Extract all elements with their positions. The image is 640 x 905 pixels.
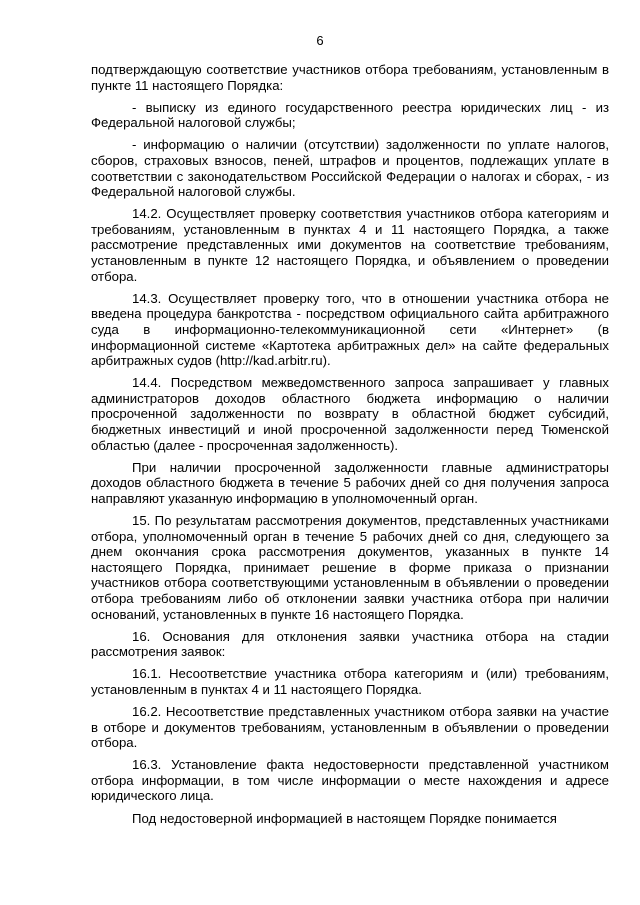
paragraph: 14.2. Осуществляет проверку соответствия участников отбора категориям и требованиям, установленным в пунктах 4 и 11 настоящего Порядка, а также рассмотрение представленных ими документов на соответствие требованиям, установленным в пункте 12 настоящего Порядка, и объявлением о проведении отбора.: [91, 206, 609, 284]
paragraph: 15. По результатам рассмотрения документов, представленных участниками отбора, уполномоченный орган в течение 5 рабочих дней со дня, следующего за днем окончания срока рассмотрения документов, указанных в пункте 14 настоящего Порядка, принимает решение в форме приказа о признании участников отбора соответствующими установленным в объявлении о проведении отбора требованиям либо об отклонении заявки участника отбора при наличии оснований, установленных в пункте 16 настоящего Порядка.: [91, 512, 609, 622]
paragraph: 16. Основания для отклонения заявки участника отбора на стадии рассмотрения заявок:: [91, 628, 609, 660]
paragraph: подтверждающую соответствие участников отбора требованиям, установленным в пункте 11 настоящего Порядка:: [91, 62, 609, 93]
document-body: [91, 62, 609, 826]
paragraph: 14.3. Осуществляет проверку того, что в отношении участника отбора не введена процедура банкротства - посредством официального сайта арбитражного суда в информационно-телекоммуникационной сети «Интернет» (в информационной системе «Картотека арбитражных дел» на сайте федеральных арбитражных судов (http://kad.arbitr.ru).: [91, 290, 609, 369]
paragraph: Под недостоверной информацией в настоящем Порядке понимается: [132, 810, 557, 826]
paragraph: 16.2. Несоответствие представленных участником отбора заявки на участие в отборе и документов требованиям, установленным в объявлении о проведении отбора.: [91, 703, 609, 751]
paragraph: 16.3. Установление факта недостоверности представленной участником отбора информации, в том числе информации о месте нахождения и адресе юридического лица.: [91, 757, 609, 804]
paragraph: При наличии просроченной задолженности главные администраторы доходов областного бюджета в течение 5 рабочих дней со дня получения запроса направляют указанную информацию в уполномоченный орган.: [91, 459, 609, 506]
paragraph: 16.1. Несоответствие участника отбора категориям и (или) требованиям, установленным в пунктах 4 и 11 настоящего Порядка.: [91, 666, 609, 697]
paragraph: - выписку из единого государственного реестра юридических лиц - из Федеральной налоговой службы;: [91, 99, 609, 131]
paragraph: - информацию о наличии (отсутствии) задолженности по уплате налогов, сборов, страховых взносов, пеней, штрафов и процентов, подлежащих уплате в соответствии с законодательством Российской Федерации о налогах и сборах, - из Федеральной налоговой службы.: [91, 137, 609, 200]
page-number: 6: [316, 33, 324, 48]
paragraph: 14.4. Посредством межведомственного запроса запрашивает у главных администраторов доходов областного бюджета информацию о наличии просроченной задолженности по возврату в областной бюджет субсидий, бюджетных инвестиций и иной просроченной задолженности перед Тюменской областью (далее - просроченная задолженность).: [91, 375, 609, 453]
